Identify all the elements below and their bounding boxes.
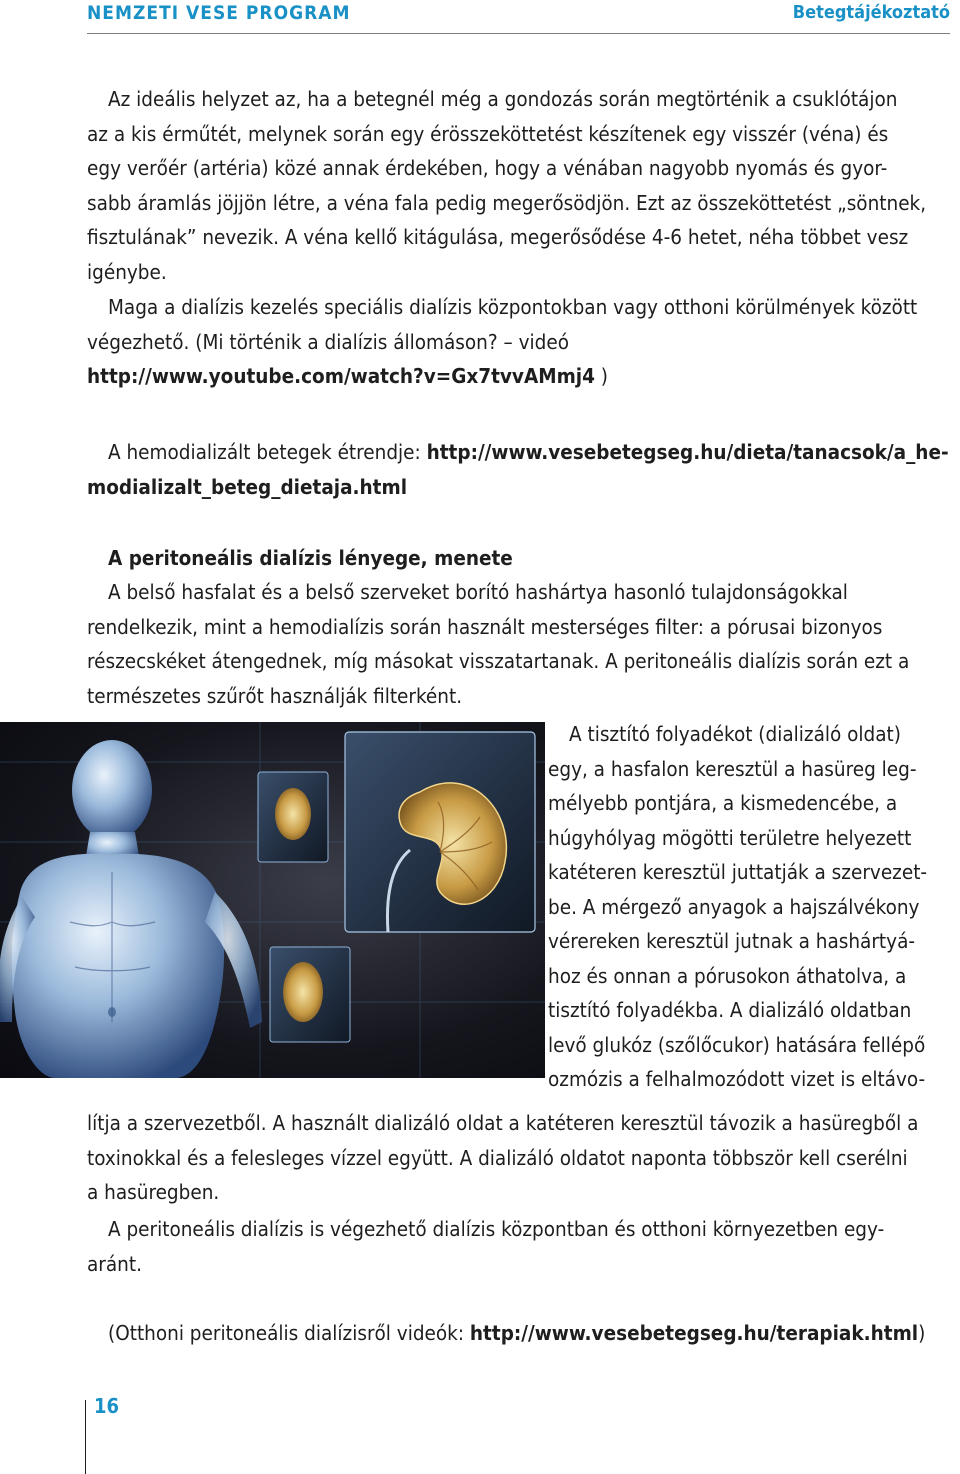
text-line (87, 1316, 952, 1351)
text-line: tisztító folyadékba. A dializáló oldatban (548, 998, 912, 1022)
text-line: a hasüregben. (87, 1180, 220, 1204)
paragraph-diet (87, 435, 952, 504)
text-line: fisztulának” nevezik. A véna kellő kitágulása, megerősődése 4-6 hetet, néha többet vesz (87, 225, 909, 249)
therapies-link[interactable]: http://www.vesebetegseg.hu/terapiak.html (469, 1321, 919, 1345)
videos-label: (Otthoni peritoneális dialízisről videók: (108, 1321, 470, 1345)
text-line: hoz és onnan a pórusokon áthatolva, a (548, 963, 907, 988)
illustration-graphic (0, 722, 545, 1078)
diet-link-continued[interactable]: modializalt_beteg_dietaja.html (87, 474, 408, 499)
text-line: A tisztító folyadékot (dializáló oldat) (569, 722, 901, 746)
closing-paren: ) (594, 364, 609, 388)
text-line: katéteren keresztül juttatják a szervezet- (548, 860, 928, 884)
text-line (87, 435, 952, 470)
diet-link[interactable]: http://www.vesebetegseg.hu/dieta/tanacsok/a_he- (426, 440, 949, 464)
section-title: Betegtájékoztató (792, 2, 950, 23)
text-line: sabb áramlás jöjjön létre, a véna fala pedig megerősödjön. Ezt az összeköttetést „söntnek, (87, 190, 927, 215)
text-line: Az ideális helyzet az, ha a betegnél még a gondozás során megtörténik a csuklótájon (108, 87, 898, 111)
diet-label: A hemodializált betegek étrendje: (108, 440, 427, 464)
text-line: rendelkezik, mint a hemodialízis során használt mesterséges filter: a pórusai bizonyos (87, 614, 883, 639)
human-kidney-illustration (0, 722, 545, 1078)
youtube-link[interactable]: http://www.youtube.com/watch?v=Gx7tvvAMmj4 (87, 364, 595, 388)
text-line: A peritoneális dialízis is végezhető dialízis központban és otthoni környezetben egy- (108, 1217, 885, 1241)
text-line: aránt. (87, 1251, 142, 1276)
text-line: Maga a dialízis kezelés speciális dialízis központokban vagy otthoni körülmények között (108, 295, 918, 319)
paragraph-peritoneum (87, 575, 952, 713)
closing-paren: ) (918, 1321, 926, 1345)
paragraph-dialysis-fluid-continued (87, 1106, 952, 1210)
header-divider (87, 33, 950, 34)
text-line: részecskéket átengednek, míg másokat visszatartanak. A peritoneális dialízis során ezt a (87, 649, 910, 673)
text-line: be. A mérgező anyagok a hajszálvékony (548, 894, 920, 919)
text-line: végezhető. (Mi történik a dialízis állomáson? – videó (87, 329, 569, 354)
text-line: mélyebb pontjára, a kismedencébe, a (548, 791, 898, 815)
paragraph-dialysis-centers (87, 290, 952, 394)
text-line: lítja a szervezetből. A használt dializáló oldat a katéteren keresztül távozik a hasüregből a (87, 1111, 919, 1135)
paragraph-dialysis-fluid (548, 717, 926, 1097)
section-heading: A peritoneális dialízis lényege, menete (108, 546, 513, 570)
paragraph-fistula (87, 82, 952, 289)
text-line: levő glukóz (szőlőcukor) hatására fellépő (548, 1032, 926, 1057)
text-line: vérereken keresztül jutnak a hashártyá- (548, 929, 916, 953)
paragraph-videos (87, 1316, 952, 1351)
program-title: NEMZETI VESE PROGRAM (87, 2, 351, 24)
text-line: húgyhólyag mögötti területre helyezett (548, 825, 912, 850)
page-number: 16 (94, 1394, 120, 1418)
paragraph-home-dialysis (87, 1212, 952, 1281)
text-line: egy, a hasfalon keresztül a hasüreg leg- (548, 756, 917, 781)
text-line: ozmózis a felhalmozódott vizet is eltávo- (548, 1067, 926, 1091)
text-line: toxinokkal és a felesleges vízzel együtt. A dializáló oldatot naponta többször kell cserélni (87, 1145, 908, 1170)
text-line: az a kis érműtét, melynek során egy érösszeköttetést készítenek egy visszér (véna) és (87, 121, 889, 146)
text-line: A belső hasfalat és a belső szerveket borító hashártya hasonló tulajdonságokkal (108, 580, 848, 604)
text-line: természetes szűrőt használják filterként. (87, 683, 463, 708)
text-line (87, 359, 952, 394)
text-line: egy verőér (artéria) közé annak érdekében, hogy a vénában nagyobb nyomás és gyor- (87, 156, 888, 180)
text-line: igénybe. (87, 259, 167, 284)
page-number-rule (85, 1400, 86, 1474)
text-line (87, 470, 952, 505)
